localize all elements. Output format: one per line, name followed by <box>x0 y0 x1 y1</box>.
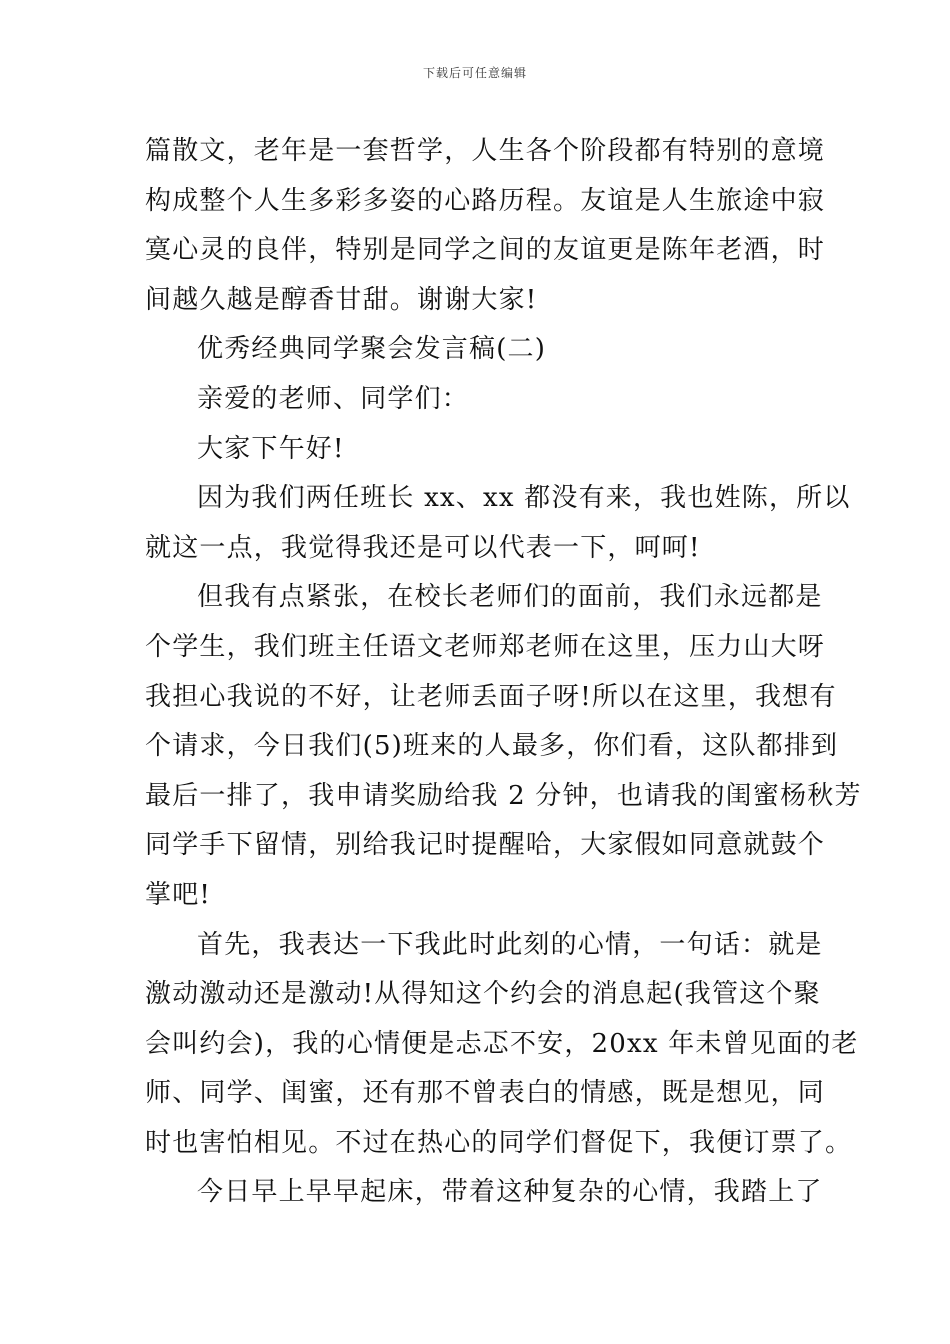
text-line: 掌吧! <box>145 879 212 910</box>
text-line: 时也害怕相见。不过在热心的同学们督促下，我便订票了。 <box>145 1127 853 1158</box>
text-line: 构成整个人生多彩多姿的心路历程。友谊是人生旅途中寂 <box>145 185 826 216</box>
paragraph-start: 今日早上早早起床，带着这种复杂的心情，我踏上了 <box>197 1177 823 1208</box>
greeting: 大家下午好! <box>197 433 345 464</box>
text-line: 激动激动还是激动!从得知这个约会的消息起(我管这个聚 <box>145 979 821 1010</box>
text-line: 师、同学、闺蜜，还有那不曾表白的情感，既是想见，同 <box>145 1078 826 1109</box>
text-line: 寞心灵的良伴，特别是同学之间的友谊更是陈年老酒，时 <box>145 235 826 266</box>
text-line: 会叫约会)，我的心情便是忐忑不安，20xx 年未曾见面的老 <box>145 1028 859 1059</box>
document-body <box>145 127 862 1218</box>
text-line: 我担心我说的不好，让老师丢面子呀!所以在这里，我想有 <box>145 681 837 712</box>
paragraph-start: 因为我们两任班长 xx、xx 都没有来，我也姓陈，所以 <box>197 483 851 514</box>
salutation: 亲爱的老师、同学们： <box>197 383 470 414</box>
text-line: 同学手下留情，别给我记时提醒哈，大家假如同意就鼓个 <box>145 830 826 861</box>
text-line: 个学生，我们班主任语文老师郑老师在这里，压力山大呀 <box>145 631 826 662</box>
text-line: 篇散文，老年是一套哲学，人生各个阶段都有特别的意境 <box>145 136 826 166</box>
paragraph-start: 但我有点紧张，在校长老师们的面前，我们永远都是 <box>197 582 823 613</box>
text-line: 最后一排了，我申请奖励给我 2 分钟，也请我的闺蜜杨秋芳 <box>145 780 862 811</box>
text-line: 间越久越是醇香甘甜。谢谢大家! <box>145 284 538 315</box>
paragraph-start: 首先，我表达一下我此时此刻的心情，一句话：就是 <box>197 929 823 960</box>
text-line: 就这一点，我觉得我还是可以代表一下，呵呵! <box>145 532 701 563</box>
text-line: 个请求，今日我们(5)班来的人最多，你们看，这队都排到 <box>145 731 839 762</box>
header-note: 下载后可任意编辑 <box>422 66 527 80</box>
section-heading: 优秀经典同学聚会发言稿(二) <box>197 334 547 365</box>
